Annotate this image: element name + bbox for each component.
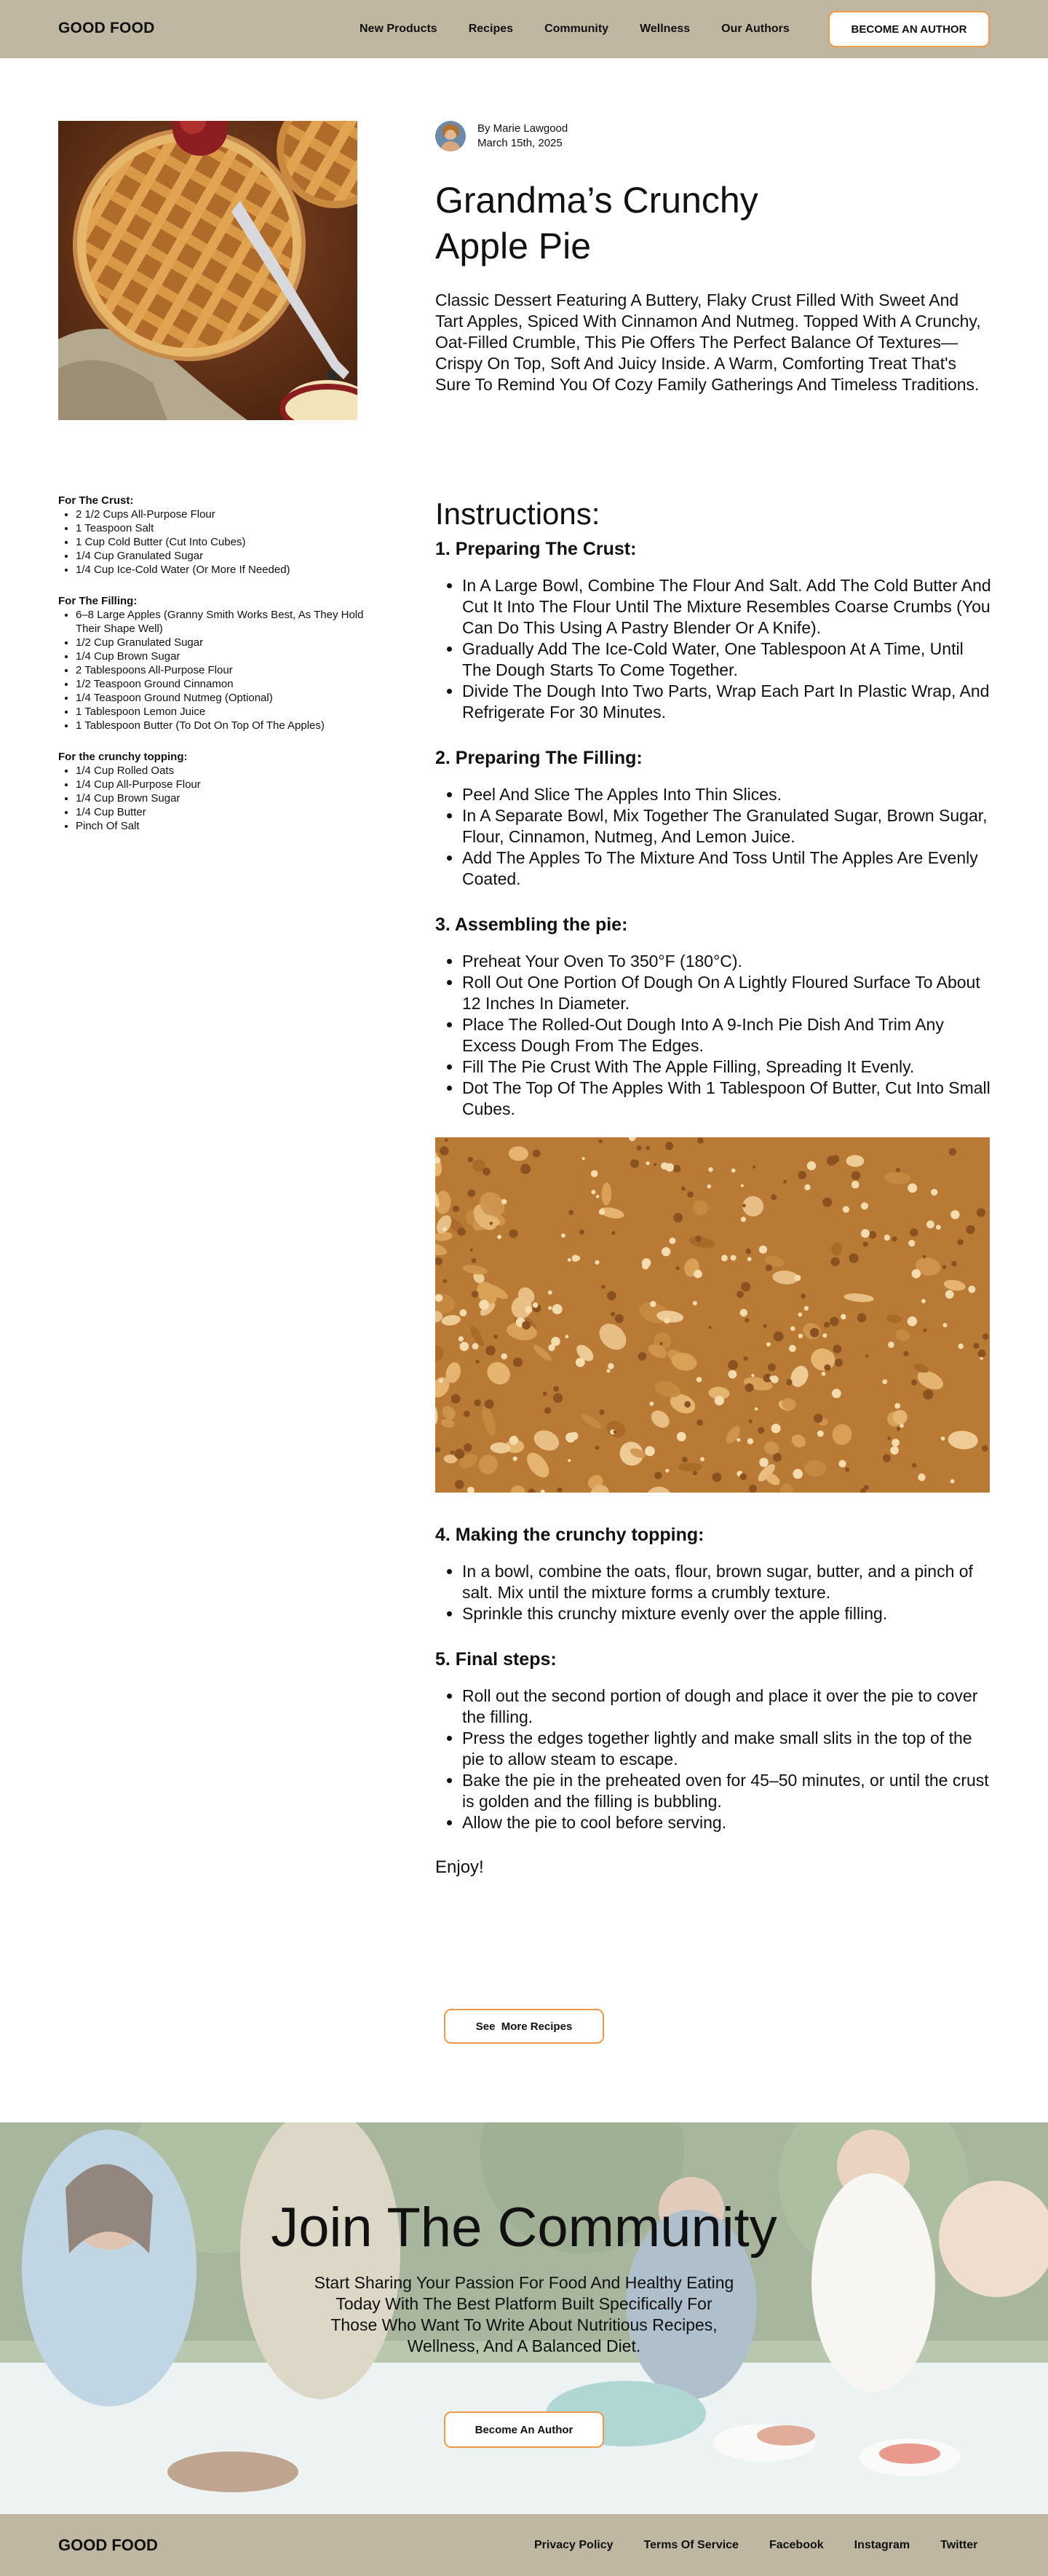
footer-link-privacy-policy[interactable]: Privacy Policy — [534, 2539, 614, 2551]
author-avatar[interactable] — [435, 121, 466, 151]
footer-links — [534, 2539, 977, 2552]
nav-link-our-authors[interactable]: Our Authors — [721, 23, 790, 35]
step-item: • Bake the pie in the preheated oven for 45–50 minutes, or until the crust is golden and the filling is bubbling. — [462, 1770, 996, 1812]
footer-link-terms-of-service[interactable]: Terms Of Service — [643, 2539, 739, 2551]
ingredient-group-crust — [58, 494, 364, 577]
step-item: • Add The Apples To The Mixture And Toss Until The Apples Are Evenly Coated. — [462, 848, 996, 890]
ingredient-item: • 1/4 Cup Butter — [76, 805, 364, 819]
ingredient-item: • 1 Teaspoon Salt — [76, 521, 364, 535]
step-heading: 5. Final steps: — [435, 1649, 557, 1670]
ingredient-item: • 2 Tablespoons All-Purpose Flour — [76, 663, 364, 677]
apple-pie-image — [58, 121, 357, 420]
nav-link-wellness[interactable]: Wellness — [640, 23, 691, 35]
step-heading: 3. Assembling the pie: — [435, 914, 628, 935]
step-item: • Sprinkle this crunchy mixture evenly over the apple filling. — [462, 1603, 996, 1624]
ingredient-item: • 1/2 Cup Granulated Sugar — [76, 636, 364, 649]
step-item: • Divide The Dough Into Two Parts, Wrap Each Part In Plastic Wrap, And Refrigerate For 30 Minutes. — [462, 681, 996, 723]
footer-link-twitter[interactable]: Twitter — [940, 2539, 978, 2551]
site-header — [0, 0, 1048, 58]
recipe-title: Grandma’s Crunchy Apple Pie — [435, 180, 758, 266]
become-author-cta-button[interactable]: Become An Author — [444, 2411, 604, 2448]
step-list — [435, 1686, 996, 1833]
granola-photo — [435, 1137, 990, 1493]
step-list — [435, 1561, 996, 1624]
community-text: Start Sharing Your Passion For Food And Healthy Eating Today With The Best Platform Built Specifically For Those Who Want To Write About Nutritious Recipes, Wellness, And A Balanced Diet. — [314, 2273, 734, 2355]
publish-date: March 15th, 2025 — [477, 137, 563, 149]
community-title: Join The Community — [271, 2197, 777, 2259]
step-list — [435, 575, 996, 723]
recipe-description: Classic Dessert Featuring A Buttery, Flaky Crust Filled With Sweet And Tart Apples, Spiced With Cinnamon And Nutmeg. Topped With A Crunchy, Oat-Filled Crumble, This Pie Offers The Perfect Balance Of Textures—Crispy On Top, Soft And Juicy Inside. A Warm, Comforting Treat That's Sure To Remind You Of Cozy Family Gatherings And Timeless Traditions. — [435, 291, 981, 394]
step-list — [435, 951, 996, 1120]
step-item: • Gradually Add The Ice-Cold Water, One Tablespoon At A Time, Until The Dough Starts To Come Together. — [462, 639, 996, 681]
step-item: • Place The Rolled-Out Dough Into A 9-Inch Pie Dish And Trim Any Excess Dough From The Edges. — [462, 1014, 996, 1056]
footer-link-instagram[interactable]: Instagram — [854, 2539, 910, 2551]
apple-pie-photo — [58, 121, 357, 420]
step-item: • Preheat Your Oven To 350°F (180°C). — [462, 951, 996, 972]
ingredient-item: • 1/2 Teaspoon Ground Cinnamon — [76, 677, 364, 691]
ingredient-item: • 1/4 Cup Brown Sugar — [76, 791, 364, 805]
step-item: • In A Large Bowl, Combine The Flour And Salt. Add The Cold Butter And Cut It Into The Flour Until The Mixture Resembles Coarse Crumbs (You Can Do This Using A Pastry Blender Or A Knife). — [462, 575, 996, 639]
ingredient-item: • 1/4 Cup Rolled Oats — [76, 764, 364, 778]
granola-image — [435, 1137, 990, 1493]
ingredient-item: • 1/4 Cup Brown Sugar — [76, 649, 364, 663]
step-heading: 1. Preparing The Crust: — [435, 539, 637, 559]
ingredient-item: • 1/4 Cup Ice-Cold Water (Or More If Needed) — [76, 563, 364, 577]
step-item: • Press the edges together lightly and make small slits in the top of the pie to allow steam to escape. — [462, 1728, 996, 1770]
ingredient-group-heading: For The Filling: — [58, 595, 138, 607]
step-list — [435, 784, 996, 890]
author-avatar-image — [435, 121, 466, 151]
ingredient-item: • 1/4 Cup All-Purpose Flour — [76, 778, 364, 791]
main-nav — [360, 23, 790, 36]
step-heading: 4. Making the crunchy topping: — [435, 1525, 704, 1545]
step-item: • Dot The Top Of The Apples With 1 Tablespoon Of Butter, Cut Into Small Cubes. — [462, 1078, 996, 1120]
ingredient-item: • 1 Tablespoon Butter (To Dot On Top Of The Apples) — [76, 719, 364, 732]
become-author-button[interactable]: BECOME AN AUTHOR — [828, 11, 990, 47]
ingredient-item: • 1/4 Cup Granulated Sugar — [76, 549, 364, 563]
footer-link-facebook[interactable]: Facebook — [769, 2539, 824, 2551]
closing-text: Enjoy! — [435, 1857, 484, 1877]
step-item: • Allow the pie to cool before serving. — [462, 1812, 996, 1833]
ingredient-item: • 2 1/2 Cups All-Purpose Flour — [76, 507, 364, 521]
see-more-recipes-button[interactable]: See More Recipes — [444, 2009, 604, 2044]
ingredient-group-filling — [58, 594, 364, 732]
step-item: • Peel And Slice The Apples Into Thin Slices. — [462, 784, 996, 805]
step-item: • In a bowl, combine the oats, flour, brown sugar, butter, and a pinch of salt. Mix until the mixture forms a crumbly texture. — [462, 1561, 996, 1603]
nav-link-community[interactable]: Community — [544, 23, 609, 35]
instructions-title: Instructions: — [435, 497, 600, 531]
footer-logo[interactable]: GOOD FOOD — [58, 2536, 158, 2554]
author-name[interactable]: By Marie Lawgood — [477, 122, 568, 135]
ingredient-group-heading: For the crunchy topping: — [58, 751, 188, 763]
ingredient-item: • Pinch Of Salt — [76, 819, 364, 833]
site-footer — [0, 2514, 1048, 2576]
author-byline — [435, 121, 568, 151]
ingredients-list — [58, 494, 364, 850]
nav-link-new-products[interactable]: New Products — [360, 23, 437, 35]
ingredient-item: • 1 Tablespoon Lemon Juice — [76, 705, 364, 719]
community-section — [0, 2122, 1048, 2514]
site-logo[interactable]: GOOD FOOD — [58, 20, 155, 36]
nav-link-recipes[interactable]: Recipes — [468, 23, 514, 35]
step-item: • In A Separate Bowl, Mix Together The Granulated Sugar, Brown Sugar, Flour, Cinnamon, Nutmeg, And Lemon Juice. — [462, 805, 996, 848]
ingredient-group-topping — [58, 750, 364, 833]
ingredient-item: • 1 Cup Cold Butter (Cut Into Cubes) — [76, 535, 364, 549]
instructions-section — [435, 495, 996, 1878]
ingredient-group-heading: For The Crust: — [58, 494, 134, 507]
step-item: • Roll out the second portion of dough and place it over the pie to cover the filling. — [462, 1686, 996, 1728]
step-item: • Fill The Pie Crust With The Apple Filling, Spreading It Evenly. — [462, 1056, 996, 1078]
step-item: • Roll Out One Portion Of Dough On A Lightly Floured Surface To About 12 Inches In Diameter. — [462, 972, 996, 1014]
ingredient-item: • 1/4 Teaspoon Ground Nutmeg (Optional) — [76, 691, 364, 705]
ingredient-item: • 6–8 Large Apples (Granny Smith Works Best, As They Hold Their Shape Well) — [76, 608, 364, 636]
step-heading: 2. Preparing The Filling: — [435, 748, 643, 768]
